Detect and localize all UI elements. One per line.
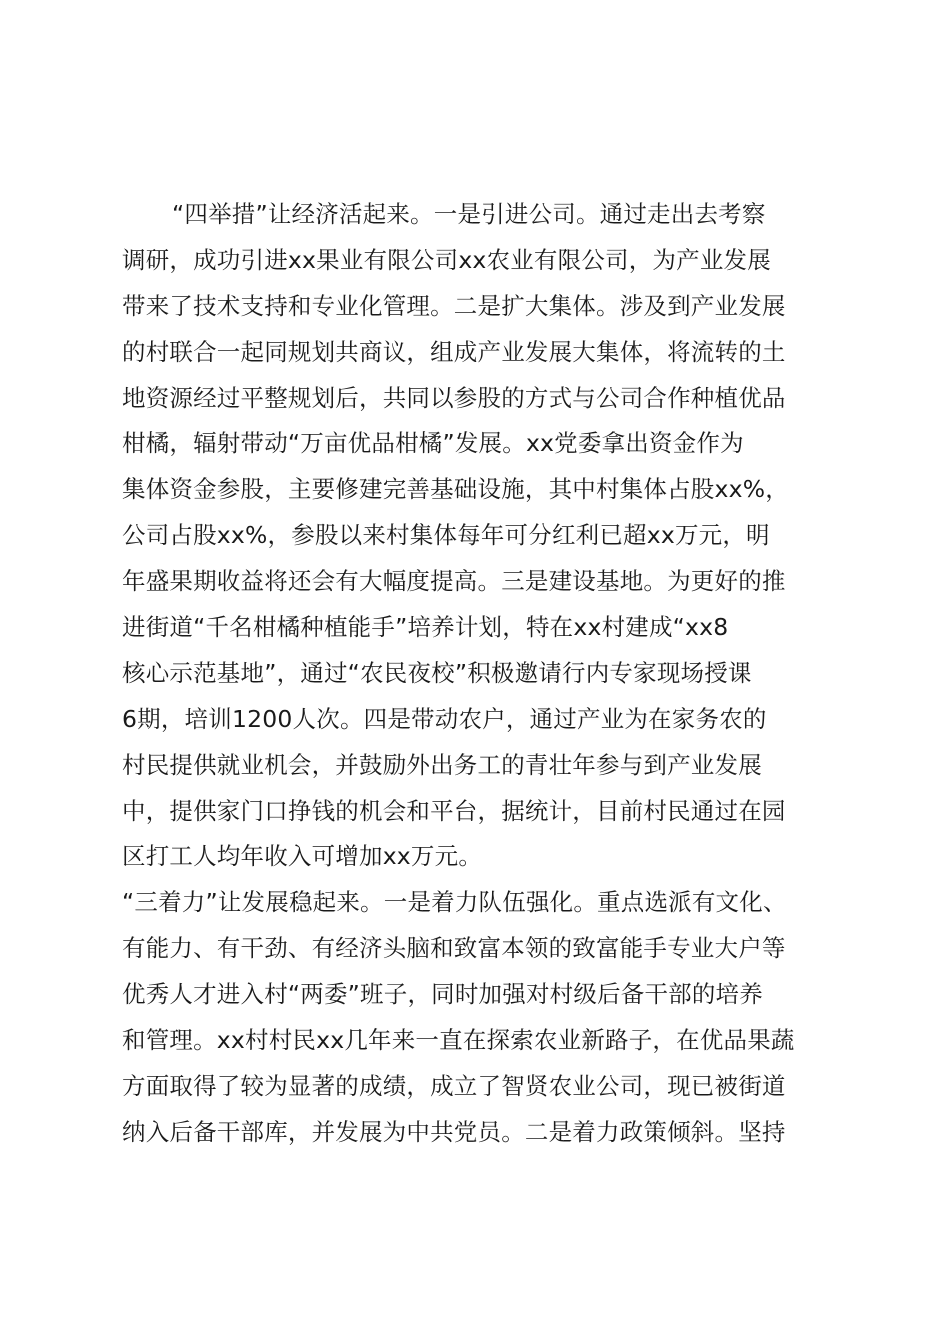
text-line: “三着力”让发展稳起来。一是着力队伍强化。重点选派有文化、 — [122, 888, 787, 917]
document-body — [122, 192, 842, 1156]
text-line: 集体资金参股，主要修建完善基础设施，其中村集体占股xx%， — [122, 475, 789, 504]
paragraph-three-efforts — [122, 880, 842, 1155]
text-line: 核心示范基地”，通过“农民夜校”积极邀请行内专家现场授课 — [122, 658, 752, 687]
text-line: 6期，培训1200人次。四是带动农户，通过产业为在家务农的 — [122, 704, 767, 733]
text-line: 带来了技术支持和专业化管理。二是扩大集体。涉及到产业发展 — [122, 291, 786, 320]
text-line: 方面取得了较为显著的成绩，成立了智贤农业公司，现已被街道 — [122, 1071, 786, 1100]
text-line: 柑橘，辐射带动“万亩优品柑橘”发展。xx党委拿出资金作为 — [122, 429, 744, 458]
text-line: 有能力、有干劲、有经济头脑和致富本领的致富能手专业大户等 — [122, 934, 786, 963]
text-line: 和管理。xx村村民xx几年来一直在探索农业新路子，在优品果蔬 — [122, 1026, 795, 1055]
text-line: 优秀人才进入村“两委”班子，同时加强对村级后备干部的培养 — [122, 980, 763, 1009]
text-line: 年盛果期收益将还会有大幅度提高。三是建设基地。为更好的推 — [122, 567, 786, 596]
text-line: 进街道“千名柑橘种植能手”培养计划，特在xx村建成“xx8 — [122, 613, 729, 642]
text-line: 地资源经过平整规划后，共同以参股的方式与公司合作种植优品 — [122, 383, 786, 412]
text-line: 调研，成功引进xx果业有限公司xx农业有限公司，为产业发展 — [122, 245, 771, 274]
text-line: “四举措”让经济活起来。一是引进公司。通过走出去考察 — [172, 200, 766, 228]
paragraph-four-measures — [122, 192, 842, 880]
text-line: 区打工人均年收入可增加xx万元。 — [122, 842, 483, 871]
text-line: 村民提供就业机会，并鼓励外出务工的青壮年参与到产业发展 — [122, 750, 762, 779]
text-line: 公司占股xx%，参股以来村集体每年可分红利已超xx万元，明 — [122, 521, 770, 550]
text-line: 中，提供家门口挣钱的机会和平台，据统计，目前村民通过在园 — [122, 796, 786, 825]
text-line: 纳入后备干部库，并发展为中共党员。二是着力政策倾斜。坚持 — [122, 1117, 786, 1146]
text-line: 的村联合一起同规划共商议，组成产业发展大集体，将流转的土 — [122, 337, 786, 366]
